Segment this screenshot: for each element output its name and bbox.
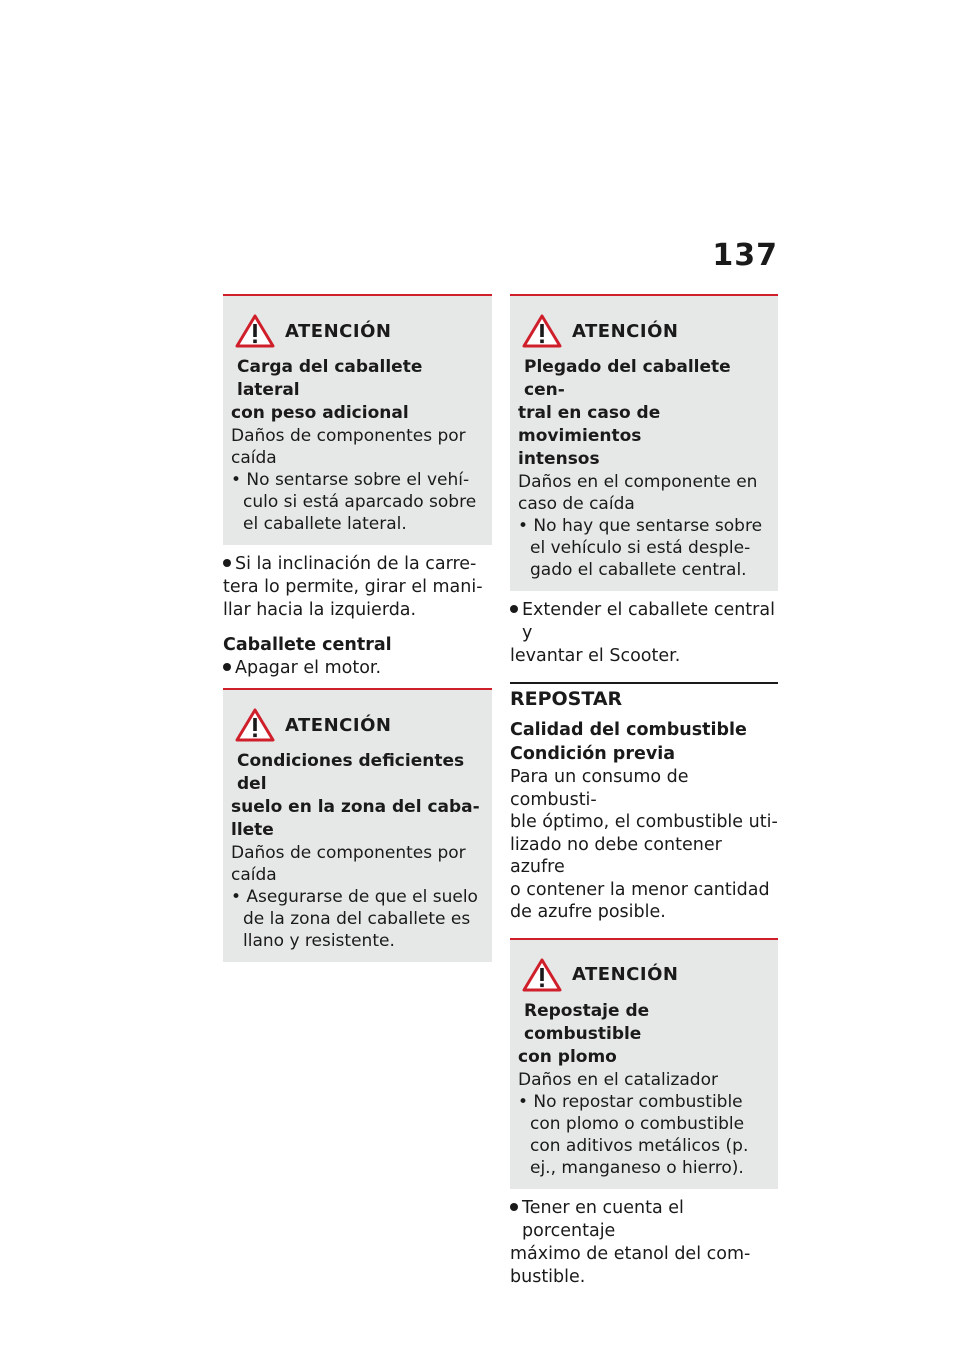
- subsection-heading: Condición previa: [510, 744, 676, 764]
- warning-text: Daños en el catalizador: [518, 1069, 718, 1090]
- warning-instruction: • No repostar combustible con plomo o combustible con aditivos metálicos (p. ej., manganeso o hierro).: [518, 1091, 749, 1178]
- warning-triangle-icon: [522, 958, 562, 992]
- warning-text: Daños en el componente en caso de caída: [518, 472, 758, 514]
- paragraph: Para un consumo de combusti- ble óptimo, el combustible uti- lizado no debe contener azufre o contener la menor cantidad de azufre posible.: [510, 767, 778, 922]
- warning-subtitle: Plegado del caballete cen- tral en caso de movimientos intensos: [518, 357, 731, 469]
- warning-box-leaded-fuel: [510, 938, 778, 1189]
- bullet-icon: [223, 559, 231, 567]
- list-item: Tener en cuenta el porcentaje máximo de etanol del com- bustible.: [510, 1197, 751, 1287]
- warning-box-side-stand: [223, 294, 492, 545]
- warning-title: ATENCIÓN: [285, 320, 392, 342]
- warning-box-center-stand: [510, 294, 778, 591]
- subsection-heading: Calidad del combustible: [510, 720, 747, 740]
- warning-title: ATENCIÓN: [572, 320, 679, 342]
- bullet-icon: [510, 605, 518, 613]
- warning-subtitle: Condiciones deficientes del suelo en la zona del caba- llete: [231, 751, 480, 840]
- warning-instruction: • No hay que sentarse sobre el vehículo si está desple- gado el caballete central.: [518, 516, 763, 580]
- section-title: REPOSTAR: [510, 688, 623, 710]
- section-heading: Caballete central: [223, 635, 392, 655]
- left-column: [223, 294, 492, 962]
- section-divider: [510, 682, 778, 684]
- warning-triangle-icon: [235, 314, 275, 348]
- warning-text: Daños de componentes por caída: [231, 426, 466, 468]
- list-item: Si la inclinación de la carre- tera lo permite, girar el mani- llar hacia la izquierda.: [223, 554, 483, 620]
- warning-title: ATENCIÓN: [285, 714, 392, 736]
- bullet-icon: [223, 663, 231, 671]
- bullet-icon: [510, 1203, 518, 1211]
- warning-subtitle: Repostaje de combustible con plomo: [518, 1000, 650, 1067]
- warning-triangle-icon: [522, 314, 562, 348]
- warning-instruction: • No sentarse sobre el vehí- culo si está aparcado sobre el caballete lateral.: [231, 470, 477, 534]
- page-number: 137: [712, 238, 778, 273]
- right-column: [510, 294, 778, 1289]
- warning-instruction: • Asegurarse de que el suelo de la zona del caballete es llano y resistente.: [231, 887, 478, 951]
- warning-triangle-icon: [235, 708, 275, 742]
- warning-text: Daños de componentes por caída: [231, 843, 466, 885]
- list-item: Extender el caballete central y levantar el Scooter.: [510, 600, 775, 666]
- list-item: Apagar el motor.: [223, 657, 492, 680]
- warning-subtitle: Carga del caballete lateral con peso adicional: [231, 357, 423, 423]
- warning-title: ATENCIÓN: [572, 964, 679, 985]
- warning-box-ground-conditions: [223, 688, 492, 962]
